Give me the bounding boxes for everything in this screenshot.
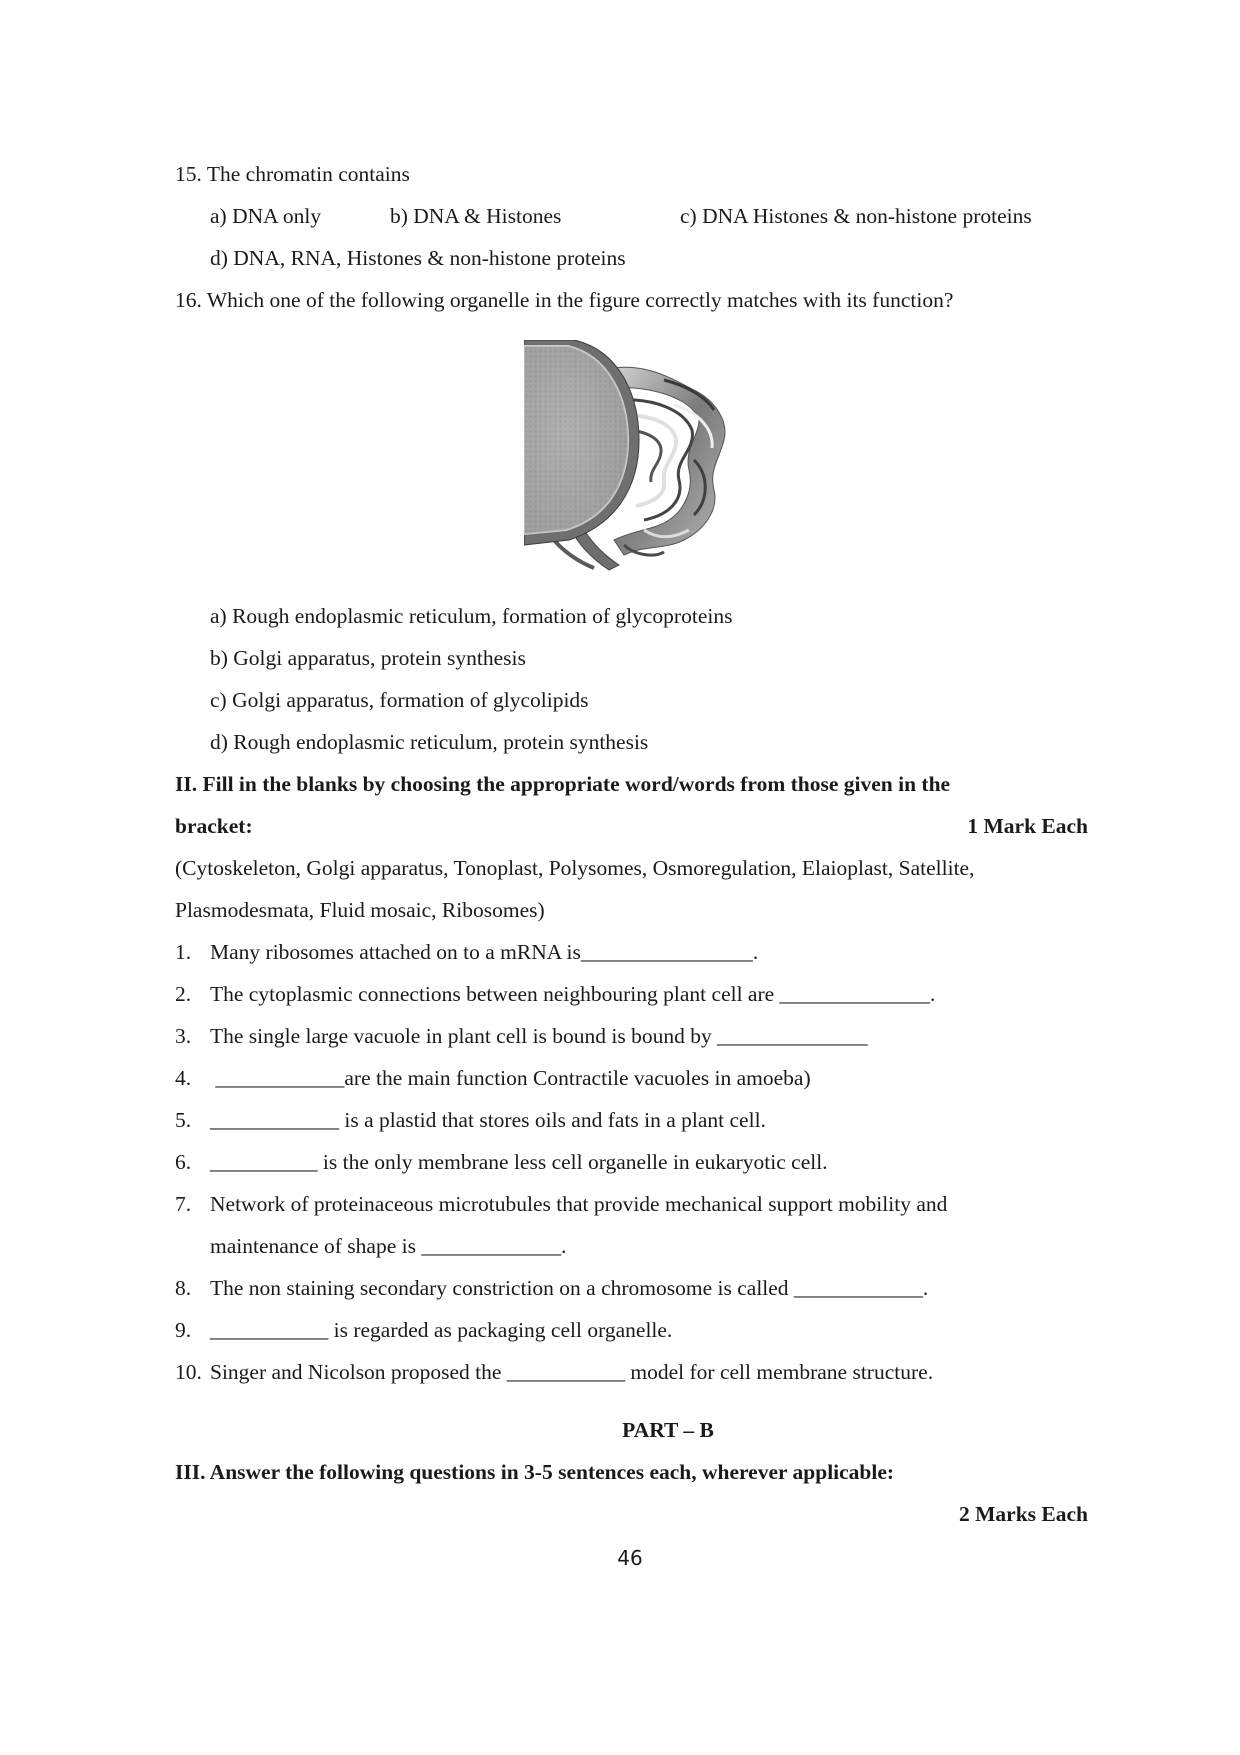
section-ii-heading: II. Fill in the blanks by choosing the appropriate word/words from those given in the	[175, 772, 951, 796]
section-ii-marks: 1 Mark Each	[967, 814, 1088, 838]
q16-question: 16. Which one of the following organelle in the figure correctly matches with its function?	[175, 288, 954, 312]
blank-item-text: Many ribosomes attached on to a mRNA is________________.	[210, 940, 759, 964]
blank-item-number: 2.	[175, 982, 192, 1006]
blank-item-text: The single large vacuole in plant cell is bound is bound by ______________	[210, 1024, 868, 1048]
blank-item-number: 7.	[175, 1192, 192, 1216]
word-bank-line1: (Cytoskeleton, Golgi apparatus, Tonoplast, Polysomes, Osmoregulation, Elaioplast, Satellite,	[175, 856, 975, 880]
blank-item-text: Singer and Nicolson proposed the ___________ model for cell membrane structure.	[210, 1360, 934, 1384]
page-number: 46	[617, 1546, 643, 1570]
blank-item-text: Network of proteinaceous microtubules that provide mechanical support mobility and	[210, 1192, 948, 1216]
blank-item-number: 9.	[175, 1318, 192, 1342]
section-iii-heading: III. Answer the following questions in 3-5 sentences each, wherever applicable:	[175, 1460, 895, 1484]
blank-item-number: 5.	[175, 1108, 192, 1132]
q16-option-a: a) Rough endoplasmic reticulum, formation of glycoproteins	[210, 604, 733, 628]
organelle-figure	[524, 340, 740, 572]
q15-option-d: d) DNA, RNA, Histones & non-histone proteins	[210, 246, 626, 270]
blank-item-text: The non staining secondary constriction on a chromosome is called ____________.	[210, 1276, 929, 1300]
q15-option-a: a) DNA only	[210, 204, 322, 228]
q16-option-d: d) Rough endoplasmic reticulum, protein synthesis	[210, 730, 649, 754]
rough-er-illustration	[524, 340, 740, 572]
section-iii-marks: 2 Marks Each	[959, 1502, 1088, 1526]
blank-item-text: ____________are the main function Contractile vacuoles in amoeba)	[210, 1066, 811, 1090]
blank-item-number: 3.	[175, 1024, 192, 1048]
blank-item-number: 8.	[175, 1276, 192, 1300]
blank-item-number: 6.	[175, 1150, 192, 1174]
q15-question: 15. The chromatin contains	[175, 162, 410, 186]
blank-item-text: ____________ is a plastid that stores oils and fats in a plant cell.	[210, 1108, 766, 1132]
q16-option-c: c) Golgi apparatus, formation of glycolipids	[210, 688, 589, 712]
blank-item-text: ___________ is regarded as packaging cell organelle.	[210, 1318, 673, 1342]
blank-item-number: 1.	[175, 940, 192, 964]
q15-option-b: b) DNA & Histones	[390, 204, 562, 228]
q16-option-b: b) Golgi apparatus, protein synthesis	[210, 646, 526, 670]
blank-item-text: __________ is the only membrane less cell organelle in eukaryotic cell.	[210, 1150, 828, 1174]
blank-item-number: 10.	[175, 1360, 202, 1384]
section-ii-heading-cont: bracket:	[175, 814, 253, 838]
blank-item-text: The cytoplasmic connections between neighbouring plant cell are ______________.	[210, 982, 936, 1006]
blank-item-text-cont: maintenance of shape is _____________.	[210, 1234, 567, 1258]
part-b-title: PART – B	[622, 1418, 714, 1442]
section-ii-heading-row2	[175, 813, 1088, 839]
q15-option-c: c) DNA Histones & non-histone proteins	[680, 204, 1032, 228]
word-bank-line2: Plasmodesmata, Fluid mosaic, Ribosomes)	[175, 898, 545, 922]
blank-item-number: 4.	[175, 1066, 192, 1090]
